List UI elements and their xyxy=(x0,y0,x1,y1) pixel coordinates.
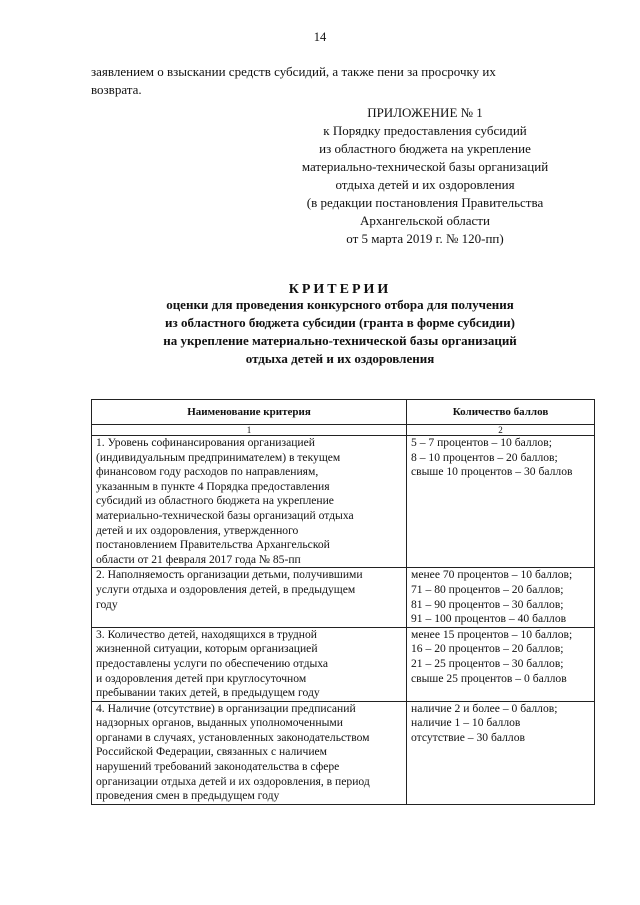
criterion-line: органами в случаях, установленных законодательством xyxy=(96,730,370,744)
table-row xyxy=(92,627,595,701)
criterion-cell xyxy=(92,436,407,568)
column-number: 2 xyxy=(407,425,595,436)
intro-line: возврата. xyxy=(91,82,142,97)
points-line: свыше 25 процентов – 0 баллов xyxy=(411,671,567,685)
appendix-line: к Порядку предоставления субсидий xyxy=(323,123,527,138)
table-header-row xyxy=(92,400,595,425)
points-line: 16 – 20 процентов – 20 баллов; xyxy=(411,642,564,656)
criterion-line: 1. Уровень софинансирования организацией xyxy=(96,436,315,449)
criterion-line: области от 21 февраля 2017 года № 85-пп xyxy=(96,552,301,566)
criterion-cell xyxy=(92,627,407,701)
appendix-line: (в редакции постановления Правительства xyxy=(306,195,544,210)
points-cell xyxy=(407,701,595,804)
points-line: 91 – 100 процентов – 40 баллов xyxy=(411,612,567,626)
table-row xyxy=(92,568,595,627)
header-criterion-name: Наименование критерия xyxy=(92,400,407,425)
header-points: Количество баллов xyxy=(407,400,595,425)
criteria-subtitle xyxy=(0,296,640,368)
criterion-line: 3. Количество детей, находящихся в трудной xyxy=(96,627,317,641)
appendix-line: из областного бюджета на укрепление xyxy=(319,141,531,156)
points-line: 8 – 10 процентов – 20 баллов; xyxy=(411,450,558,464)
column-number: 1 xyxy=(92,425,407,436)
appendix-line: отдыха детей и их оздоровления xyxy=(335,177,515,192)
criteria-table xyxy=(91,399,595,805)
criterion-line: услуги отдыха и оздоровления детей, в предыдущем xyxy=(96,582,356,596)
points-line: наличие 1 – 10 баллов xyxy=(411,716,521,730)
page-number: 14 xyxy=(313,30,327,44)
criteria-title: КРИТЕРИИ xyxy=(288,282,392,297)
intro-paragraph xyxy=(91,63,593,99)
points-cell xyxy=(407,568,595,627)
intro-line: заявлением о взыскании средств субсидий, а также пени за просрочку их xyxy=(91,64,496,79)
appendix-line: Архангельской области xyxy=(360,213,490,228)
appendix-line: ПРИЛОЖЕНИЕ № 1 xyxy=(367,105,483,120)
criterion-line: 4. Наличие (отсутствие) в организации предписаний xyxy=(96,701,356,715)
points-cell xyxy=(407,627,595,701)
criterion-line: надзорных органов, выданных уполномоченными xyxy=(96,716,343,730)
criterion-line: (индивидуальным предпринимателем) в текущем xyxy=(96,450,341,464)
appendix-line: материально-технической базы организаций xyxy=(301,159,549,174)
points-line: менее 15 процентов – 10 баллов; xyxy=(411,627,573,641)
table-row xyxy=(92,701,595,804)
criterion-line: нарушений требований законодательства в сфере xyxy=(96,760,340,774)
criterion-line: субсидий из областного бюджета на укрепление xyxy=(96,494,334,508)
criterion-line: жизненной ситуации, которым организацией xyxy=(96,642,318,656)
appendix-line: от 5 марта 2019 г. № 120-пп) xyxy=(346,231,504,246)
points-line: отсутствие – 30 баллов xyxy=(411,730,525,744)
points-line: 71 – 80 процентов – 20 баллов; xyxy=(411,582,564,596)
points-line: наличие 2 и более – 0 баллов; xyxy=(411,701,558,715)
criterion-cell xyxy=(92,568,407,627)
criterion-cell xyxy=(92,701,407,804)
points-line: менее 70 процентов – 10 баллов; xyxy=(411,568,573,582)
criteria-subtitle-line: оценки для проведения конкурсного отбора для получения xyxy=(166,297,514,312)
criteria-subtitle-line: отдыха детей и их оздоровления xyxy=(245,351,435,366)
criterion-line: 2. Наполняемость организации детьми, получившими xyxy=(96,568,363,582)
appendix-header xyxy=(280,104,570,248)
criterion-line: организации отдыха детей и их оздоровления, в период xyxy=(96,774,370,788)
criterion-line: постановлением Правительства Архангельской xyxy=(96,538,330,552)
criteria-table-body xyxy=(92,436,595,805)
criterion-line: Российской Федерации, связанных с наличием xyxy=(96,745,328,759)
table-row xyxy=(92,436,595,568)
points-cell xyxy=(407,436,595,568)
criterion-line: пребывании таких детей, в предыдущем году xyxy=(96,686,320,700)
criterion-line: указанным в пункте 4 Порядка предоставления xyxy=(96,479,330,493)
points-line: 21 – 25 процентов – 30 баллов; xyxy=(411,656,564,670)
criterion-line: материально-технической базы организаций отдыха xyxy=(96,508,354,522)
table-column-number-row xyxy=(92,425,595,436)
criterion-line: проведения смен в предыдущем году xyxy=(96,789,280,803)
criterion-line: и оздоровления детей при круглосуточном xyxy=(96,671,307,685)
points-line: свыше 10 процентов – 30 баллов xyxy=(411,465,573,479)
criterion-line: году xyxy=(96,597,118,611)
points-line: 5 – 7 процентов – 10 баллов; xyxy=(411,436,552,449)
criterion-line: предоставлены услуги по обеспечению отдыха xyxy=(96,656,329,670)
criterion-line: детей и их оздоровления, утвержденного xyxy=(96,523,299,537)
points-line: 81 – 90 процентов – 30 баллов; xyxy=(411,597,564,611)
criteria-subtitle-line: из областного бюджета субсидии (гранта в форме субсидии) xyxy=(165,315,515,330)
criteria-subtitle-line: на укрепление материально-технической базы организаций xyxy=(163,333,517,348)
criterion-line: финансовом году расходов по направлениям, xyxy=(96,465,319,479)
